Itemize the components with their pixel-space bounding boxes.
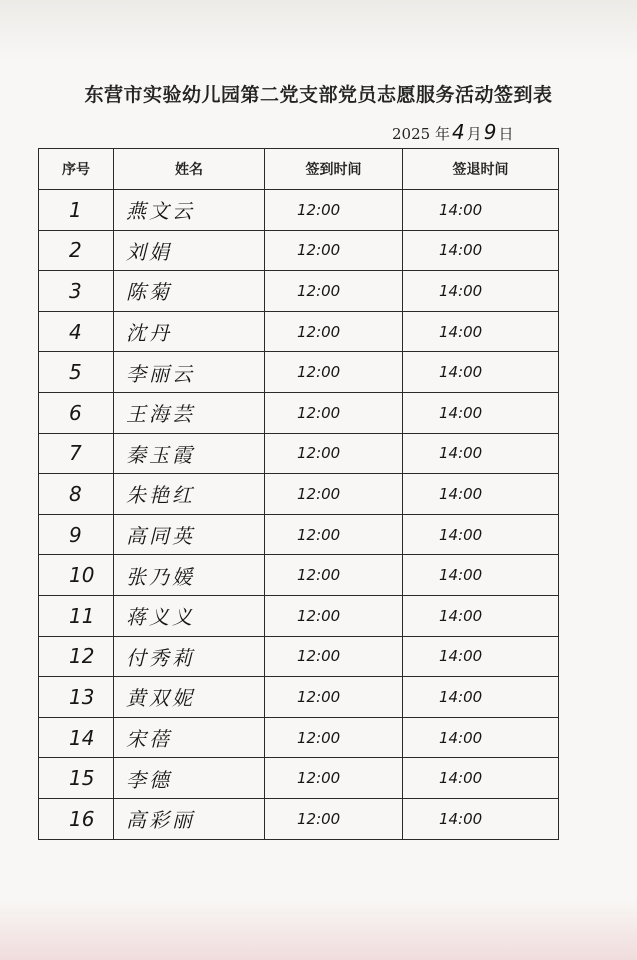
row-sign-in-time: 12:00 bbox=[265, 230, 403, 271]
row-sign-out-time: 14:00 bbox=[403, 190, 559, 231]
table-row bbox=[39, 636, 559, 677]
row-sign-out-time: 14:00 bbox=[403, 392, 559, 433]
row-sign-out-time: 14:00 bbox=[403, 230, 559, 271]
row-sign-in-time: 12:00 bbox=[265, 636, 403, 677]
row-sign-out-time: 14:00 bbox=[403, 311, 559, 352]
row-sign-in-time: 12:00 bbox=[265, 595, 403, 636]
row-sign-out-time: 14:00 bbox=[403, 352, 559, 393]
table-row bbox=[39, 474, 559, 515]
column-header-number: 序号 bbox=[39, 149, 114, 190]
table-row bbox=[39, 352, 559, 393]
row-sign-out-time: 14:00 bbox=[403, 636, 559, 677]
table-row bbox=[39, 677, 559, 718]
row-sign-in-time: 12:00 bbox=[265, 798, 403, 839]
row-sign-in-time: 12:00 bbox=[265, 392, 403, 433]
row-number: 10 bbox=[39, 555, 114, 596]
row-number: 6 bbox=[39, 392, 114, 433]
row-number: 14 bbox=[39, 717, 114, 758]
row-signature: 朱艳红 bbox=[114, 474, 265, 515]
row-number: 3 bbox=[39, 271, 114, 312]
row-sign-in-time: 12:00 bbox=[265, 474, 403, 515]
row-number: 15 bbox=[39, 758, 114, 799]
row-signature: 沈丹 bbox=[114, 311, 265, 352]
row-sign-out-time: 14:00 bbox=[403, 514, 559, 555]
row-signature: 高彩丽 bbox=[114, 798, 265, 839]
date-day: 9 bbox=[483, 120, 497, 144]
row-number: 4 bbox=[39, 311, 114, 352]
row-signature: 李丽云 bbox=[114, 352, 265, 393]
row-signature: 高同英 bbox=[114, 514, 265, 555]
row-sign-out-time: 14:00 bbox=[403, 677, 559, 718]
sign-date bbox=[392, 120, 513, 144]
row-sign-out-time: 14:00 bbox=[403, 555, 559, 596]
table-row bbox=[39, 433, 559, 474]
table-header-row bbox=[39, 149, 559, 190]
row-sign-in-time: 12:00 bbox=[265, 311, 403, 352]
row-sign-in-time: 12:00 bbox=[265, 514, 403, 555]
row-sign-in-time: 12:00 bbox=[265, 717, 403, 758]
row-number: 1 bbox=[39, 190, 114, 231]
row-number: 5 bbox=[39, 352, 114, 393]
row-sign-out-time: 14:00 bbox=[403, 433, 559, 474]
table-row bbox=[39, 758, 559, 799]
row-signature: 宋蓓 bbox=[114, 717, 265, 758]
table-row bbox=[39, 514, 559, 555]
row-sign-in-time: 12:00 bbox=[265, 433, 403, 474]
row-signature: 秦玉霞 bbox=[114, 433, 265, 474]
row-signature: 陈菊 bbox=[114, 271, 265, 312]
row-signature: 李德 bbox=[114, 758, 265, 799]
column-header-sign-out: 签退时间 bbox=[403, 149, 559, 190]
row-signature: 王海芸 bbox=[114, 392, 265, 433]
row-sign-out-time: 14:00 bbox=[403, 798, 559, 839]
row-sign-out-time: 14:00 bbox=[403, 271, 559, 312]
table-row bbox=[39, 392, 559, 433]
row-signature: 黄双妮 bbox=[114, 677, 265, 718]
row-number: 8 bbox=[39, 474, 114, 515]
date-month-label: 月 bbox=[466, 125, 482, 143]
table-row bbox=[39, 271, 559, 312]
row-signature: 蒋义义 bbox=[114, 595, 265, 636]
row-sign-out-time: 14:00 bbox=[403, 717, 559, 758]
row-number: 12 bbox=[39, 636, 114, 677]
table-row bbox=[39, 798, 559, 839]
row-sign-in-time: 12:00 bbox=[265, 555, 403, 596]
row-signature: 燕文云 bbox=[114, 190, 265, 231]
row-number: 13 bbox=[39, 677, 114, 718]
column-header-sign-in: 签到时间 bbox=[265, 149, 403, 190]
row-number: 2 bbox=[39, 230, 114, 271]
row-sign-in-time: 12:00 bbox=[265, 677, 403, 718]
row-sign-out-time: 14:00 bbox=[403, 758, 559, 799]
table-row bbox=[39, 230, 559, 271]
table-row bbox=[39, 595, 559, 636]
row-signature: 张乃媛 bbox=[114, 555, 265, 596]
date-day-label: 日 bbox=[498, 125, 514, 143]
row-sign-in-time: 12:00 bbox=[265, 758, 403, 799]
row-sign-in-time: 12:00 bbox=[265, 190, 403, 231]
row-sign-in-time: 12:00 bbox=[265, 271, 403, 312]
row-signature: 付秀莉 bbox=[114, 636, 265, 677]
document-title: 东营市实验幼儿园第二党支部党员志愿服务活动签到表 bbox=[84, 84, 553, 106]
row-signature: 刘娟 bbox=[114, 230, 265, 271]
table-row bbox=[39, 190, 559, 231]
row-number: 7 bbox=[39, 433, 114, 474]
row-number: 16 bbox=[39, 798, 114, 839]
sign-in-table bbox=[38, 148, 559, 840]
row-sign-out-time: 14:00 bbox=[403, 474, 559, 515]
column-header-name: 姓名 bbox=[114, 149, 265, 190]
row-number: 9 bbox=[39, 514, 114, 555]
row-sign-out-time: 14:00 bbox=[403, 595, 559, 636]
table-row bbox=[39, 555, 559, 596]
date-year: 2025 年 bbox=[392, 125, 450, 143]
row-number: 11 bbox=[39, 595, 114, 636]
table-row bbox=[39, 717, 559, 758]
table-row bbox=[39, 311, 559, 352]
row-sign-in-time: 12:00 bbox=[265, 352, 403, 393]
date-month: 4 bbox=[451, 120, 465, 144]
